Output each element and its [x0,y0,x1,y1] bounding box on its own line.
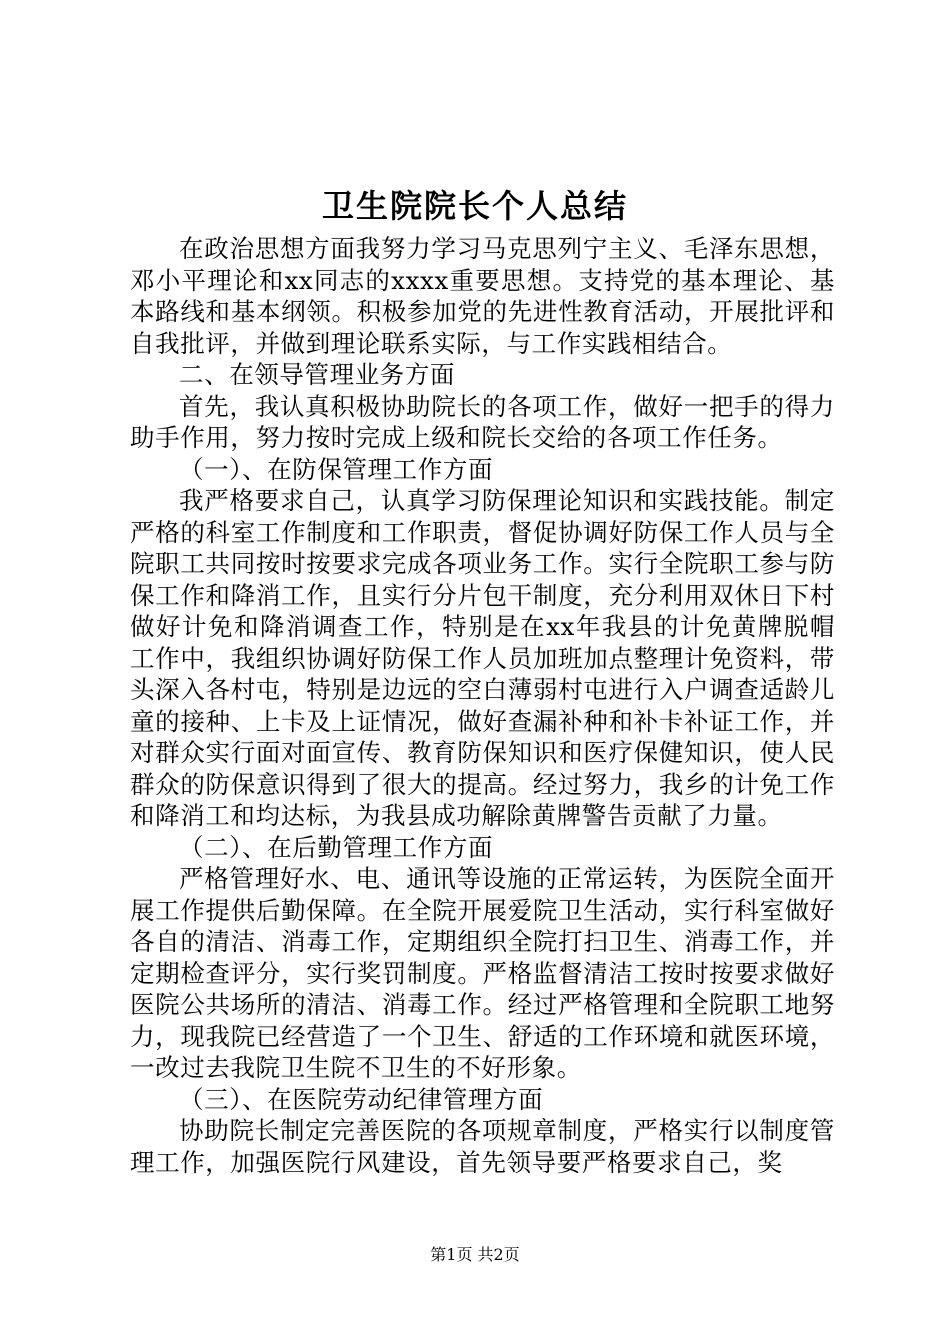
paragraph: 严格管理好水、电、通讯等设施的正常运转，为医院全面开展工作提供后勤保障。在全院开展爱院卫生活动，实行科室做好各自的清洁、消毒工作，定期组织全院打扫卫生、消毒工作，并定期检查评分，实行奖罚制度。严格监督清洁工按时按要求做好医院公共场所的清洁、消毒工作。经过严格管理和全院职工地努力，现我院已经营造了一个卫生、舒适的工作环境和就医环境，一改过去我院卫生院不卫生的不好形象。 [130,864,835,1082]
paragraph: 我严格要求自己，认真学习防保理论知识和实践技能。制定严格的科室工作制度和工作职责，督促协调好防保工作人员与全院职工共同按时按要求完成各项业务工作。实行全院职工参与防保工作和降消工作，且实行分片包干制度，充分利用双休日下村做好计免和降消调查工作，特别是在xx年我县的计免黄牌脱帽工作中，我组织协调好防保工作人员加班加点整理计免资料，带头深入各村屯，特别是边远的空白薄弱村屯进行入户调查适龄儿童的接种、上卡及上证情况，做好查漏补种和补卡补证工作，并对群众实行面对面宣传、教育防保知识和医疗保健知识，使人民群众的防保意识得到了很大的提高。经过努力，我乡的计免工作和降消工和均达标，为我县成功解除黄牌警告贡献了力量。 [130,486,835,830]
paragraph: 协助院长制定完善医院的各项规章制度，严格实行以制度管理工作，加强医院行风建设，首先领导要严格要求自己，奖 [130,1116,835,1177]
document-body [130,233,835,1178]
paragraph: 在政治思想方面我努力学习马克思列宁主义、毛泽东思想，邓小平理论和xx同志的xxxx重要思想。支持党的基本理论、基本路线和基本纲领。积极参加党的先进性教育活动，开展批评和自我批评，并做到理论联系实际，与工作实践相结合。 [130,234,835,358]
section-heading: 二、在领导管理业务方面 [179,360,456,389]
document-title: 卫生院院长个人总结 [321,187,628,225]
page-number: 第1页 共2页 [430,1245,520,1264]
paragraph: 首先，我认真积极协助院长的各项工作，做好一把手的得力助手作用，努力按时完成上级和院长交给的各项工作任务。 [130,391,835,452]
section-heading: （二）、在后勤管理工作方面 [179,832,494,862]
section-heading: （三）、在医院劳动纪律管理方面 [179,1084,544,1114]
section-heading: （一）、在防保管理工作方面 [179,454,494,484]
